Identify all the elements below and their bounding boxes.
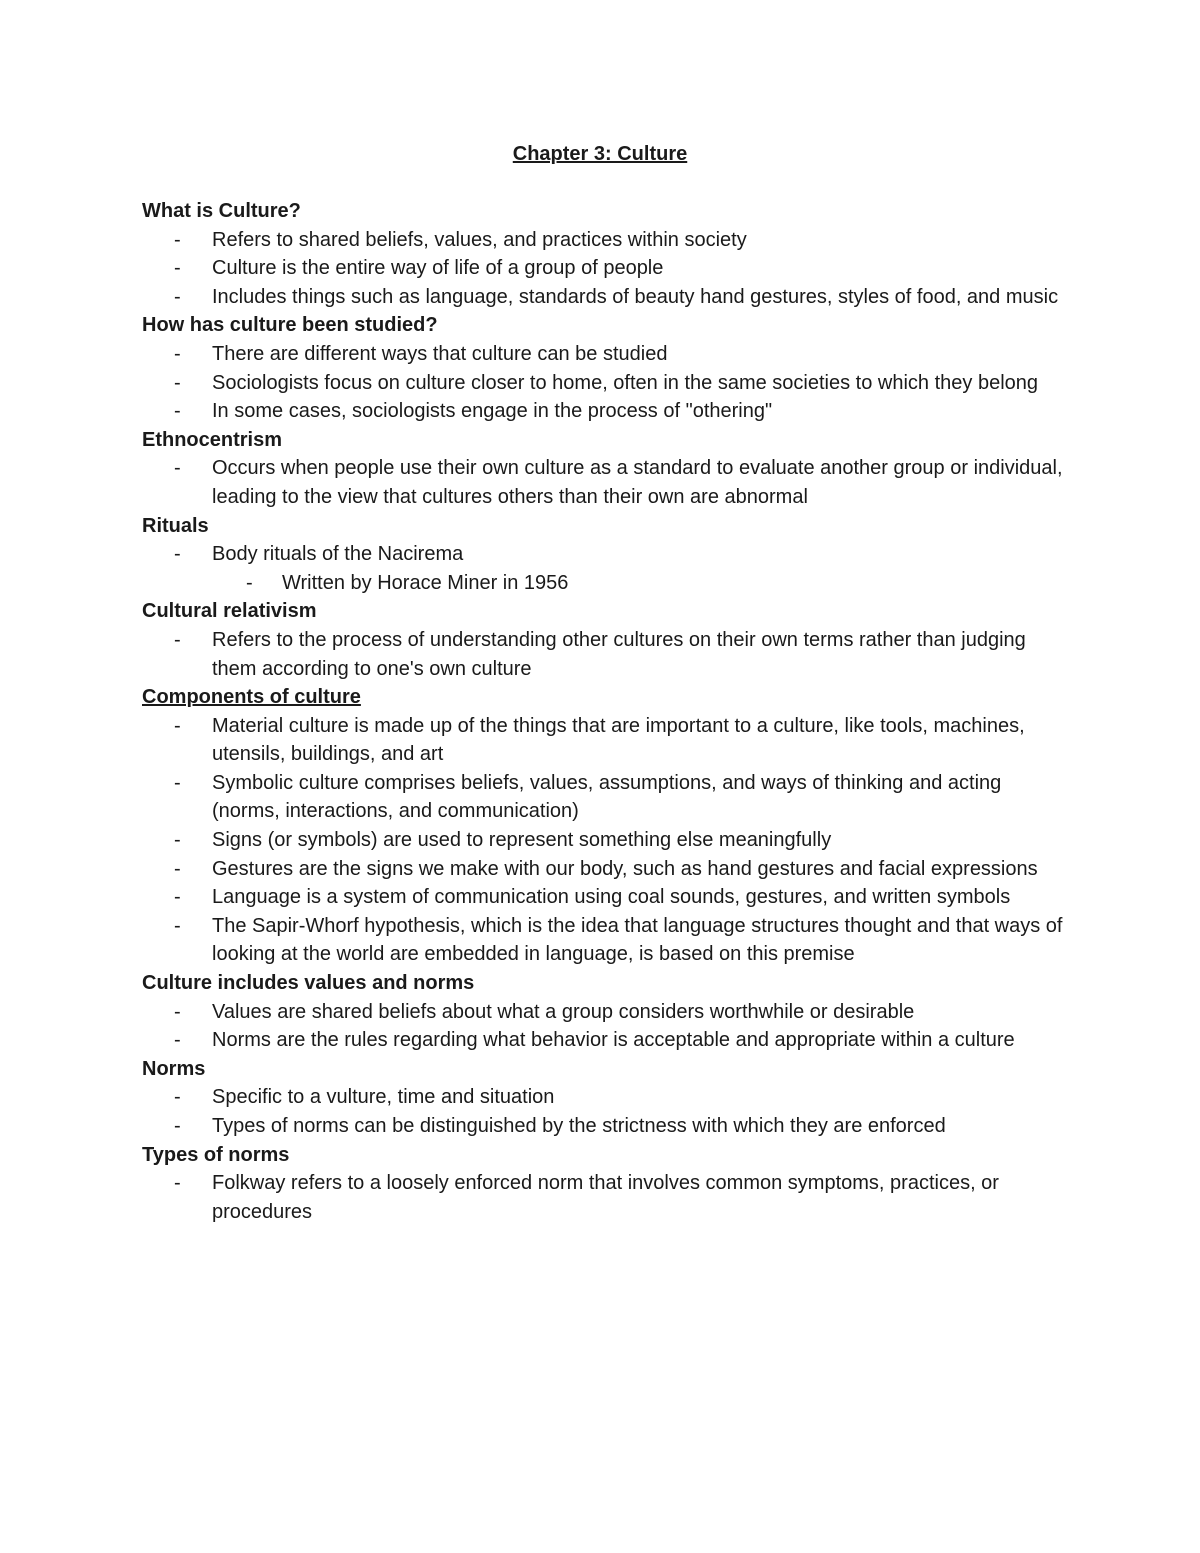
dash-bullet: - (174, 771, 181, 794)
document-body (142, 197, 1072, 1226)
bullet-text: Norms are the rules regarding what behavior is acceptable and appropriate within a culture (212, 1029, 1015, 1052)
bullet-text: Values are shared beliefs about what a group considers worthwhile or desirable (212, 1000, 915, 1023)
section-heading: Ethnocentrism (142, 428, 283, 451)
bullet-item (142, 712, 1072, 769)
dash-bullet: - (174, 342, 181, 365)
section-heading: Components of culture (142, 686, 361, 709)
section-heading: What is Culture? (142, 200, 301, 222)
bullet-text: Includes things such as language, standards of beauty hand gestures, styles of food, and music (212, 285, 1059, 308)
dash-bullet: - (174, 257, 181, 280)
dash-bullet: - (246, 571, 253, 594)
bullet-item (142, 226, 1072, 255)
dash-bullet: - (174, 285, 181, 308)
bullet-item (142, 397, 1072, 426)
bullet-text: Language is a system of communication using coal sounds, gestures, and written symbols (212, 886, 1011, 909)
bullet-text: Culture is the entire way of life of a group of people (212, 257, 664, 280)
bullet-text: Symbolic culture comprises beliefs, values, assumptions, and ways of thinking and acting (norms, interactions, and communication) (212, 771, 1002, 823)
section-heading: Cultural relativism (142, 600, 317, 623)
dash-bullet: - (174, 1172, 181, 1195)
bullet-text: Body rituals of the Nacirema (212, 543, 464, 566)
bullet-text: The Sapir-Whorf hypothesis, which is the idea that language structures thought and that ways of looking at the world are embedded in language, is based on this premise (212, 914, 1063, 966)
bullet-text: Material culture is made up of the things that are important to a culture, like tools, machines, utensils, buildings, and art (212, 714, 1025, 766)
bullet-text: Refers to the process of understanding other cultures on their own terms rather than judging them according to one's own culture (212, 628, 1026, 680)
dash-bullet: - (174, 857, 181, 880)
section-heading: Rituals (142, 514, 209, 537)
bullet-text: Written by Horace Miner in 1956 (282, 571, 569, 594)
dash-bullet: - (174, 1115, 181, 1137)
bullet-item (142, 340, 1072, 369)
bullet-item (142, 540, 1072, 569)
bullet-item (142, 998, 1072, 1027)
dash-bullet: - (174, 228, 181, 251)
dash-bullet: - (174, 628, 181, 651)
dash-bullet: - (174, 1086, 181, 1109)
bullet-item (142, 883, 1072, 912)
dash-bullet: - (174, 914, 181, 937)
bullet-item (142, 1026, 1072, 1055)
document-title: Chapter 3: Culture (512, 143, 688, 165)
dash-bullet: - (174, 543, 181, 566)
section-heading: Norms (142, 1057, 206, 1080)
dash-bullet: - (174, 400, 181, 423)
dash-bullet: - (174, 829, 181, 852)
bullet-text: There are different ways that culture can be studied (212, 342, 668, 365)
section-heading: Types of norms (142, 1143, 290, 1166)
bullet-text: Types of norms can be distinguished by the strictness with which they are enforced (212, 1115, 946, 1137)
bullet-item (142, 626, 1072, 683)
bullet-text: Gestures are the signs we make with our body, such as hand gestures and facial expressions (212, 857, 1038, 880)
sub-bullet-item (142, 569, 1072, 598)
bullet-item (142, 283, 1072, 312)
bullet-item (142, 912, 1072, 969)
bullet-item (142, 254, 1072, 283)
section-heading: Culture includes values and norms (142, 972, 475, 995)
bullet-item (142, 826, 1072, 855)
dash-bullet: - (174, 457, 181, 480)
bullet-item (142, 1083, 1072, 1112)
bullet-text: Folkway refers to a loosely enforced norm that involves common symptoms, practices, or procedures (212, 1172, 999, 1223)
bullet-item (142, 769, 1072, 826)
bullet-item (142, 369, 1072, 398)
bullet-text: Occurs when people use their own culture as a standard to evaluate another group or individual, leading to the view that cultures others than their own are abnormal (212, 457, 1063, 508)
bullet-text: Sociologists focus on culture closer to home, often in the same societies to which they belong (212, 371, 1039, 394)
dash-bullet: - (174, 1029, 181, 1052)
bullet-text: In some cases, sociologists engage in the process of "othering" (212, 400, 773, 423)
dash-bullet: - (174, 1000, 181, 1023)
bullet-text: Specific to a vulture, time and situation (212, 1086, 555, 1109)
bullet-item (142, 454, 1072, 511)
dash-bullet: - (174, 886, 181, 909)
dash-bullet: - (174, 371, 181, 394)
dash-bullet: - (174, 714, 181, 737)
bullet-text: Signs (or symbols) are used to represent something else meaningfully (212, 829, 832, 852)
bullet-item (142, 855, 1072, 884)
bullet-item (142, 1112, 1072, 1141)
section-heading: How has culture been studied? (142, 314, 438, 337)
bullet-item (142, 1169, 1072, 1226)
bullet-text: Refers to shared beliefs, values, and practices within society (212, 228, 747, 251)
